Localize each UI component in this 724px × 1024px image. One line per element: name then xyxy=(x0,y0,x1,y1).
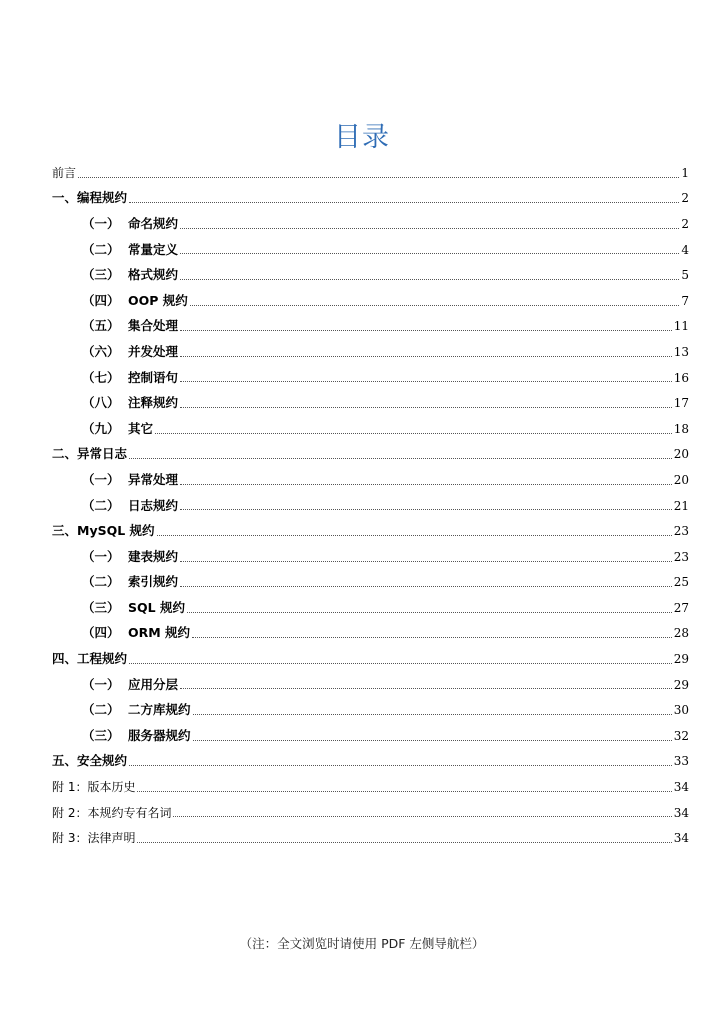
toc-entry[interactable] xyxy=(52,339,689,365)
toc-entry-label: 服务器规约 xyxy=(128,727,191,743)
toc-entry[interactable] xyxy=(52,544,689,570)
dot-leader xyxy=(180,252,679,254)
toc-entry-label: SQL 规约 xyxy=(128,599,185,615)
toc-entry[interactable] xyxy=(52,621,689,647)
toc-entry[interactable] xyxy=(52,390,689,416)
toc-entry-label: 日志规约 xyxy=(128,497,179,513)
toc-entry-page-number: 25 xyxy=(673,575,689,590)
dot-leader xyxy=(180,687,672,689)
toc-entry[interactable] xyxy=(52,365,689,391)
toc-entry-page-number: 13 xyxy=(673,344,689,359)
toc-entry-number: （二） xyxy=(82,497,120,513)
dot-leader xyxy=(129,457,672,459)
toc-entry-label: OOP 规约 xyxy=(128,292,188,308)
toc-entry-page-number: 1 xyxy=(681,165,689,180)
toc-entry-page-number: 18 xyxy=(673,421,689,436)
toc-entry[interactable] xyxy=(52,646,689,672)
dot-leader xyxy=(180,227,679,229)
toc-entry-number: （三） xyxy=(82,727,120,743)
dot-leader xyxy=(193,713,672,715)
toc-entry[interactable] xyxy=(52,493,689,519)
toc-entry-number: （三） xyxy=(82,267,120,283)
dot-leader xyxy=(180,483,672,485)
toc-entry-label: 常量定义 xyxy=(128,241,179,257)
toc-entry-label: 控制语句 xyxy=(128,369,179,385)
toc-entry[interactable] xyxy=(52,672,689,698)
toc-entry[interactable] xyxy=(52,570,689,596)
toc-entry-label: 并发处理 xyxy=(128,343,179,359)
toc-entry-label: 索引规约 xyxy=(128,574,179,590)
toc-entry[interactable] xyxy=(52,262,689,288)
toc-entry-page-number: 11 xyxy=(673,319,689,334)
toc-entry-number: （六） xyxy=(82,343,120,359)
toc-entry-page-number: 21 xyxy=(673,498,689,513)
toc-entry-label: 应用分层 xyxy=(128,676,179,692)
toc-entry-label: 命名规约 xyxy=(128,215,179,231)
dot-leader xyxy=(190,304,680,306)
dot-leader xyxy=(129,764,672,766)
toc-entry[interactable] xyxy=(52,825,689,851)
toc-entry-number: （七） xyxy=(82,369,120,385)
toc-entry[interactable] xyxy=(52,697,689,723)
toc-entry-label: 四、工程规约 xyxy=(52,651,128,667)
toc-entry-label: 二、异常日志 xyxy=(52,446,128,462)
toc-entry-page-number: 34 xyxy=(673,780,689,795)
toc-entry-number: （五） xyxy=(82,318,120,334)
dot-leader xyxy=(78,176,679,178)
toc-entry-page-number: 20 xyxy=(673,447,689,462)
toc-entry-number: （三） xyxy=(82,599,120,615)
toc-entry-label: 五、安全规约 xyxy=(52,753,128,769)
dot-leader xyxy=(157,534,672,536)
toc-entry[interactable] xyxy=(52,467,689,493)
toc-entry[interactable] xyxy=(52,442,689,468)
table-of-contents xyxy=(52,160,689,851)
toc-entry-page-number: 32 xyxy=(673,728,689,743)
toc-entry[interactable] xyxy=(52,595,689,621)
dot-leader xyxy=(193,739,672,741)
toc-entry[interactable] xyxy=(52,416,689,442)
toc-entry[interactable] xyxy=(52,186,689,212)
dot-leader xyxy=(192,636,672,638)
toc-entry-number: （八） xyxy=(82,395,120,411)
toc-entry-label: 二方库规约 xyxy=(128,702,191,718)
toc-entry-number: （一） xyxy=(82,471,120,487)
toc-entry-label: 集合处理 xyxy=(128,318,179,334)
toc-entry-page-number: 2 xyxy=(681,191,689,206)
toc-entry-label: 一、编程规约 xyxy=(52,190,128,206)
toc-entry-label: 异常处理 xyxy=(128,471,179,487)
toc-entry[interactable] xyxy=(52,288,689,314)
toc-entry-page-number: 2 xyxy=(681,216,689,231)
toc-entry-label: 附 2：本规约专有名词 xyxy=(52,805,172,820)
toc-entry-label: 前言 xyxy=(52,165,77,180)
toc-entry-label: ORM 规约 xyxy=(128,625,191,641)
toc-entry[interactable] xyxy=(52,314,689,340)
page-title: 目录 xyxy=(334,122,390,153)
toc-entry-number: （一） xyxy=(82,215,120,231)
dot-leader xyxy=(180,355,672,357)
toc-entry[interactable] xyxy=(52,211,689,237)
toc-entry-label: 附 3：法律声明 xyxy=(52,831,136,846)
toc-entry-page-number: 29 xyxy=(673,652,689,667)
toc-entry-page-number: 27 xyxy=(673,600,689,615)
toc-entry-page-number: 30 xyxy=(673,703,689,718)
footer-note: （注：全文浏览时请使用 PDF 左侧导航栏） xyxy=(239,936,485,951)
toc-entry-page-number: 29 xyxy=(673,677,689,692)
toc-entry-number: （二） xyxy=(82,702,120,718)
dot-leader xyxy=(180,560,672,562)
toc-entry[interactable] xyxy=(52,749,689,775)
toc-entry-page-number: 34 xyxy=(673,805,689,820)
toc-entry[interactable] xyxy=(52,774,689,800)
toc-entry-page-number: 7 xyxy=(681,293,689,308)
toc-entry-number: （一） xyxy=(82,548,120,564)
dot-leader xyxy=(180,329,672,331)
dot-leader xyxy=(180,508,672,510)
toc-entry[interactable] xyxy=(52,800,689,826)
dot-leader xyxy=(137,841,671,843)
toc-entry-page-number: 20 xyxy=(673,472,689,487)
toc-entry-page-number: 17 xyxy=(673,396,689,411)
toc-entry-number: （九） xyxy=(82,420,120,436)
toc-entry-label: 附 1：版本历史 xyxy=(52,780,136,795)
toc-entry-number: （四） xyxy=(82,292,120,308)
toc-entry-page-number: 23 xyxy=(673,549,689,564)
toc-entry-label: 建表规约 xyxy=(128,548,179,564)
dot-leader xyxy=(173,815,671,817)
toc-entry[interactable] xyxy=(52,160,689,186)
toc-entry-label: 注释规约 xyxy=(128,395,179,411)
toc-entry-number: （二） xyxy=(82,241,120,257)
dot-leader xyxy=(129,201,679,203)
toc-entry-number: （二） xyxy=(82,574,120,590)
toc-entry-page-number: 34 xyxy=(673,831,689,846)
toc-entry-label: 格式规约 xyxy=(128,267,179,283)
dot-leader xyxy=(129,662,672,664)
toc-entry-page-number: 28 xyxy=(673,626,689,641)
toc-entry-page-number: 16 xyxy=(673,370,689,385)
dot-leader xyxy=(137,790,671,792)
toc-entry[interactable] xyxy=(52,518,689,544)
toc-entry-number: （一） xyxy=(82,676,120,692)
toc-entry-page-number: 23 xyxy=(673,524,689,539)
dot-leader xyxy=(155,432,672,434)
dot-leader xyxy=(187,611,672,613)
dot-leader xyxy=(180,406,672,408)
toc-entry[interactable] xyxy=(52,237,689,263)
dot-leader xyxy=(180,585,672,587)
toc-entry-label: 三、MySQL 规约 xyxy=(52,523,155,539)
dot-leader xyxy=(180,380,672,382)
toc-entry-number: （四） xyxy=(82,625,120,641)
toc-entry-page-number: 5 xyxy=(681,268,689,283)
toc-entry-label: 其它 xyxy=(128,420,154,436)
dot-leader xyxy=(180,278,679,280)
toc-entry-page-number: 4 xyxy=(681,242,689,257)
toc-entry-page-number: 33 xyxy=(673,754,689,769)
toc-entry[interactable] xyxy=(52,723,689,749)
